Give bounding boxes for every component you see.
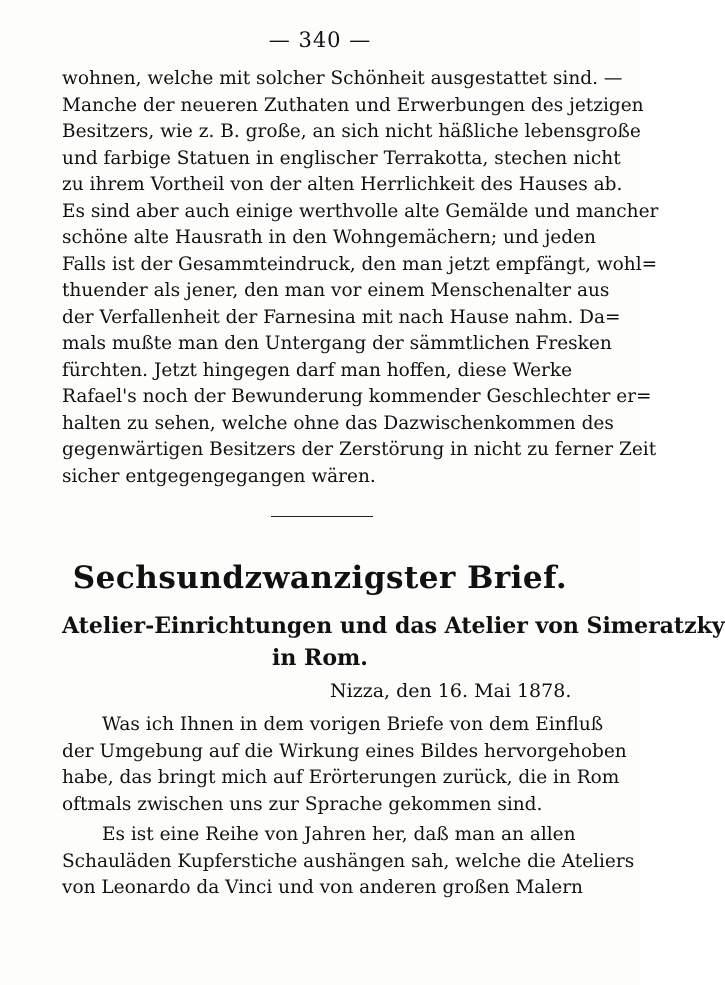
text-line: Manche der neueren Zuthaten und Erwerbungen des jetzigen bbox=[62, 94, 644, 116]
paragraph-continued bbox=[62, 66, 659, 490]
text-line: halten zu sehen, welche ohne das Dazwischenkommen des bbox=[62, 412, 614, 434]
text-line: Rafael's noch der Bewunderung kommender Geschlechter er= bbox=[62, 386, 652, 407]
paragraph bbox=[62, 712, 627, 818]
subtitle-line: Atelier-Einrichtungen und das Atelier von Simeratzky bbox=[62, 613, 725, 639]
subtitle-line: in Rom. bbox=[272, 645, 368, 671]
text-line: oftmals zwischen uns zur Sprache gekommen sind. bbox=[62, 793, 543, 815]
text-line: der Verfallenheit der Farnesina mit nach Hause nahm. Da= bbox=[62, 306, 621, 328]
text-line: habe, das bringt mich auf Erörterungen zurück, die in Rom bbox=[62, 767, 620, 788]
text-line: von Leonardo da Vinci und von anderen großen Malern bbox=[62, 877, 583, 898]
paragraph bbox=[62, 822, 635, 902]
text-line: Es ist eine Reihe von Jahren her, daß man an allen bbox=[102, 824, 576, 845]
text-line: Falls ist der Gesammteindruck, den man jetzt empfängt, wohl= bbox=[62, 253, 658, 275]
text-line: fürchten. Jetzt hingegen darf man hoffen, diese Werke bbox=[62, 359, 573, 381]
text-line: der Umgebung auf die Wirkung eines Bildes hervorgehoben bbox=[62, 740, 627, 762]
text-line: Es sind aber auch einige werthvolle alte Gemälde und mancher bbox=[62, 200, 659, 222]
text-line: wohnen, welche mit solcher Schönheit ausgestattet sind. — bbox=[62, 68, 623, 89]
text-line: Schauläden Kupferstiche aushängen sah, welche die Ateliers bbox=[62, 850, 635, 872]
text-line: Was ich Ihnen in dem vorigen Briefe von dem Einfluß bbox=[102, 714, 604, 735]
page-number: — 340 — bbox=[268, 28, 372, 52]
text-line: schöne alte Hausrath in den Wohngemächern; und jeden bbox=[62, 227, 596, 248]
dateline: Nizza, den 16. Mai 1878. bbox=[330, 680, 572, 702]
text-line: zu ihrem Vortheil von der alten Herrlichkeit des Hauses ab. bbox=[62, 174, 623, 195]
text-line: mals mußte man den Untergang der sämmtlichen Fresken bbox=[62, 333, 612, 354]
section-divider bbox=[271, 516, 373, 517]
text-line: gegenwärtigen Besitzers der Zerstörung in nicht zu ferner Zeit bbox=[62, 439, 657, 460]
text-line: Besitzers, wie z. B. große, an sich nicht häßliche lebensgroße bbox=[62, 121, 641, 142]
text-line: thuender als jener, den man vor einem Menschenalter aus bbox=[62, 280, 610, 301]
letter-title: Sechsundzwanzigster Brief. bbox=[72, 560, 568, 596]
text-line: und farbige Statuen in englischer Terrakotta, stechen nicht bbox=[62, 147, 621, 169]
text-line: sicher entgegengegangen wären. bbox=[62, 465, 376, 487]
letter-subtitle bbox=[62, 610, 725, 674]
